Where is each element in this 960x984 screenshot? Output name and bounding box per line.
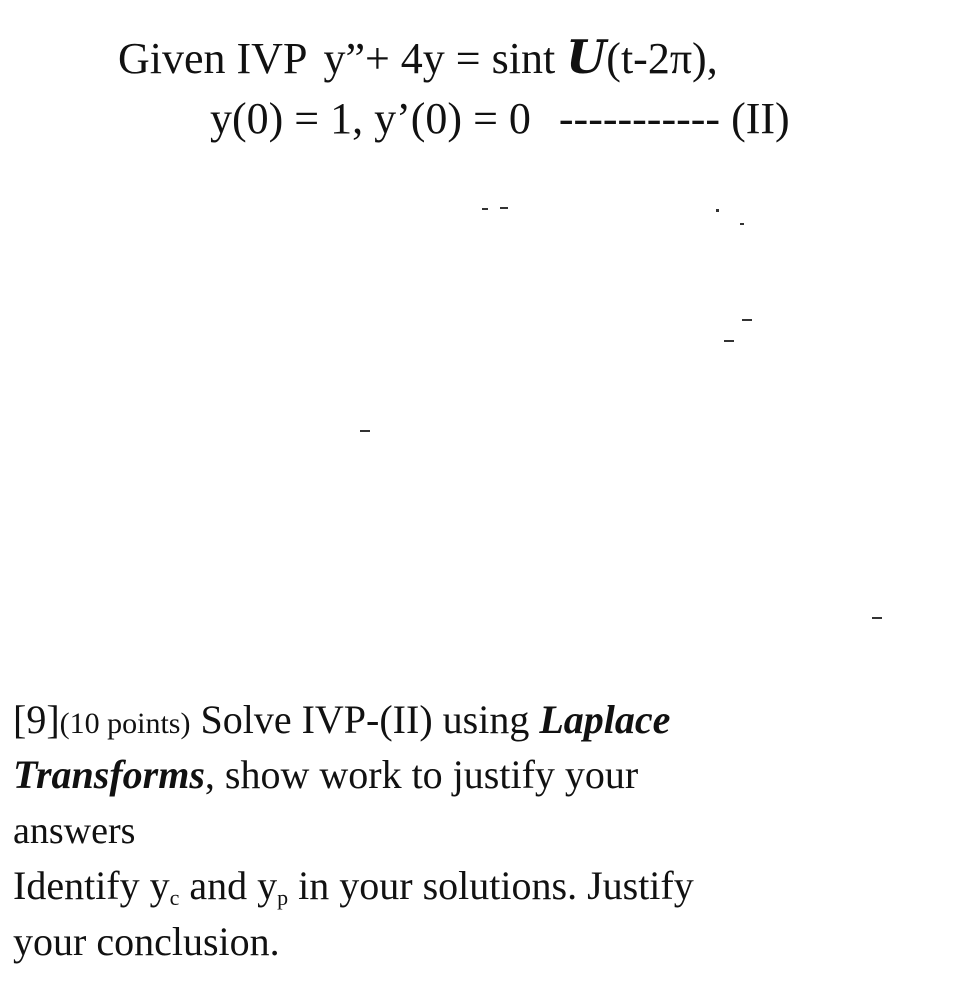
unit-step-symbol: U xyxy=(566,30,607,84)
problem-text-b: , show work to justify your xyxy=(204,752,639,797)
scan-speck xyxy=(500,207,508,209)
and-text: and y xyxy=(179,863,278,908)
ivp-label: (II) xyxy=(731,94,790,143)
scan-speck xyxy=(742,319,752,321)
problem-line-2 xyxy=(13,752,639,797)
method-laplace: Laplace xyxy=(539,697,671,742)
ivp-dashes: ----------- xyxy=(558,94,721,143)
ivp-prefix: Given IVP xyxy=(118,34,308,83)
problem-line-3 xyxy=(13,812,135,850)
ivp-equation xyxy=(118,30,718,84)
identify-rest: in your solutions. Justify xyxy=(288,863,694,908)
subscript-p: p xyxy=(277,885,289,910)
problem-line-4 xyxy=(13,863,694,910)
problem-line-5 xyxy=(13,919,280,964)
ivp-equation-lhs: y”+ 4y = sint xyxy=(323,34,556,83)
scan-speck xyxy=(716,209,719,212)
ivp-initial-conditions xyxy=(210,94,790,143)
problem-text-a: Solve IVP-(II) using xyxy=(190,697,540,742)
problem-number: [9] xyxy=(13,697,60,742)
scan-speck xyxy=(740,223,744,225)
ivp-equation-arg: (t-2π), xyxy=(606,34,718,83)
problem-line-1 xyxy=(13,697,671,742)
ivp-conditions: y(0) = 1, y’(0) = 0 xyxy=(210,94,531,143)
method-transforms: Transforms xyxy=(13,752,205,797)
scan-speck xyxy=(482,208,488,210)
subscript-c: c xyxy=(169,885,180,910)
conclusion-text: your conclusion. xyxy=(13,919,280,964)
problem-points: (10 points) xyxy=(59,707,191,740)
identify-text: Identify y xyxy=(13,863,170,908)
scan-speck xyxy=(724,340,734,342)
problem-text-c: answers xyxy=(13,810,136,852)
scan-speck xyxy=(360,430,370,432)
scan-speck xyxy=(872,617,882,619)
